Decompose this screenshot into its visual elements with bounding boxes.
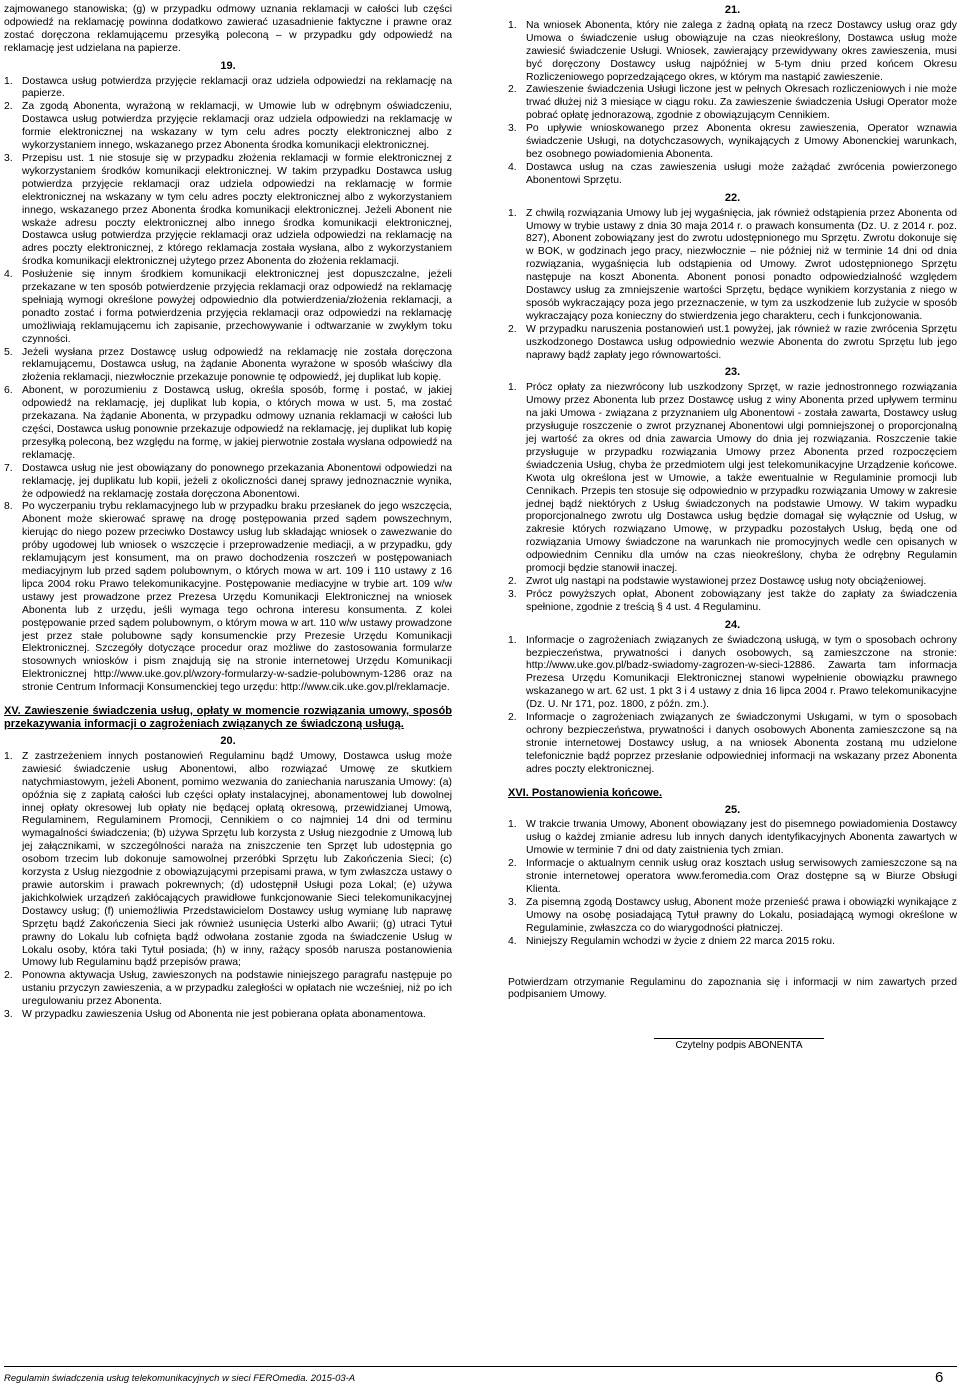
item-number: 2. [4, 101, 13, 113]
item-text: W przypadku naruszenia postanowień ust.1 powyżej, jak również w razie zwrócenia Sprzętu uszkodzonego Dostawca usług odpowiednio wezwie Abonenta do zwrotu Sprzętu lub jego naprawy bądź zapłaty jego równowartości. [526, 323, 957, 361]
list-item [4, 153, 452, 269]
item-number: 2. [508, 84, 517, 96]
item-number: 2. [508, 858, 517, 870]
list-item [4, 751, 452, 970]
section-20-heading: 20. [220, 735, 236, 748]
list-item [508, 858, 957, 897]
section-22-list [508, 208, 957, 363]
right-column [508, 4, 957, 1053]
list-item [508, 712, 957, 777]
item-number: 3. [508, 896, 517, 908]
item-text: Jeżeli wysłana przez Dostawcę usług odpowiedź na reklamację nie została doręczona reklamującemu, Dostawca usług, na żądanie Abonenta wyrażone w sposób właściwy dla złożenia reklamacji, niezwłocznie przekazuje ponownie tę odpowiedź, jej duplikat lub kopię. [22, 346, 452, 384]
item-number: 3. [508, 588, 517, 600]
item-text: Za zgodą Abonenta, wyrażoną w reklamacji, w Umowie lub w odrębnym oświadczeniu, Dostawca usług potwierdza przyjęcie reklamacji oraz udziela odpowiedzi na reklamację w formie elektronicznej na wskazany w tym celu adres poczty elektronicznej albo z wykorzystaniem innego, wskazanego przez Abonenta środka komunikacji elektronicznej. [22, 101, 452, 152]
list-item [4, 970, 452, 1009]
item-number: 3. [4, 152, 13, 164]
list-item [508, 819, 957, 858]
section-23-list [508, 382, 957, 614]
list-item [508, 936, 957, 949]
closing-statement: Potwierdzam otrzymanie Regulaminu do zapoznania się i informacji w nim zawartych przed podpisaniem Umowy. [508, 976, 957, 1001]
list-item [508, 84, 957, 123]
list-item [508, 208, 957, 324]
item-text: Na wniosek Abonenta, który nie zalega z żadną opłatą na rzecz Dostawcy usług oraz gdy Umowa o świadczenie usług obowiązuje na czas nieokreślony, Dostawca usług może zawiesić świadczenie Usługi. Wniosek, zawierający przewidywany okres zawieszenia, musi być doręczony Dostawcy usług najpóźniej w 5-tym dniu przed końcem Okresu Rozliczeniowego poprzedzającego okres, w którym ma nastąpić zawieszenie. [526, 19, 957, 83]
item-number: 1. [508, 382, 517, 394]
section-22-heading: 22. [724, 191, 741, 204]
item-number: 2. [508, 712, 517, 724]
item-number: 2. [508, 323, 517, 335]
item-number: 8. [4, 501, 13, 513]
item-number: 5. [4, 346, 13, 358]
item-text: Z chwilą rozwiązania Umowy lub jej wygaśnięcia, jak również odstąpienia przez Abonenta od Umowy w trybie ustawy z dnia 30 maja 2014 r. o prawach konsumenta (Dz. U. z 2014 r. poz. 827), Abonent zobowiązany jest do zwrotu udostępnionego mu Sprzętu. Zwrotu dokonuje się w BOK, w godzinach jego pracy, niezwłocznie – nie później niż w terminie 14 dni od dnia rozwiązania, wygaśnięcia lub odstąpienia od Umowy. Zwrot udostępnionego Sprzętu następuje na koszt Abonenta. Abonent ponosi ponadto odpowiedzialność względem Dostawcy usług za zmniejszenie wartości Sprzętu, będące wynikiem korzystania z niego w sposób wykraczający poza jego przeznaczenie, w tym za uszkodzenie lub zużycie w sposób wykraczający poza konieczny do stwierdzenia jego charakteru, cech i funkcjonowania. [526, 207, 957, 322]
list-item [508, 576, 957, 589]
left-column [4, 4, 452, 1022]
section-25-list [508, 819, 957, 948]
item-text: Z zastrzeżeniem innych postanowień Regulaminu bądź Umowy, Dostawca usług może zawiesić świadczenie usług Abonentowi, albo rozwiązać Umowę ze skutkiem natychmiastowym, jeżeli Abonent, pomimo wezwania do zaniechania naruszania Umowy: (a) opóźnia się z zapłatą całości lub części opłaty instalacyjnej, abonamentowej lub dowolnej innej opłaty okresowej lub opłaty nie będącej opłatą okresową, przewidzianej Umową, Regulaminem, Regulaminem Promocji, Cennikiem o co najmniej 14 dni od terminu wymagalności świadczenia; (b) używa Sprzętu lub korzysta z Usług niezgodnie z Umową lub jej załącznikami, w szczególności naraża na zniszczenie ten Sprzęt lub udostępnia go osobom trzecim lub dokonuje samowolnej przeróbki Sprzętu lub Zakończenia Sieci; (c) korzysta z Usług niezgodnie z obowiązującymi przepisami prawa, w tym zwłaszcza ustawy o prawie autorskim i prawach pokrewnych; (d) udostępnił Usługi poza Lokal; (e) używa jakichkolwiek urządzeń zakłócających prawidłowe funkcjonowanie Sieci telekomunikacyjnej Dostawcy usług; (f) uniemożliwia Przedstawicielom Dostawcy usług wymianę lub naprawę Sprzętu bądź Zakończenia Sieci jak również usunięcia Usterki albo Awarii; (g) utraci Tytuł prawny do Lokalu lub cofnięta bądź odwołana zostanie zgoda na świadczenie Usług w Lokalu osoby, która taki Tytuł posiada; (h) w inny, rażący sposób narusza postanowienia Umowy lub Regulaminu bądź przepisów prawa; [22, 750, 452, 969]
item-number: 3. [4, 1009, 13, 1021]
item-text: Prócz opłaty za niezwrócony lub uszkodzony Sprzęt, w razie jednostronnego rozwiązania Umowy przez Abonenta lub przez Dostawcę usług z winy Abonenta przed upływem terminu na jaki Umowa - związana z przyznaniem ulg Abonentowi - została zawarta, Dostawcy usług przysługuje roszczenie o zwrot przyznanej Abonentowi ulgi pomniejszonej o proporcjonalną jej wartość za okres od dnia zawarcia Umowy do dnia jej rozwiązania. Roszczenie takie przysługuje w przypadku rozwiązania Umowy przez Abonenta przed rozpoczęciem świadczenia Usług, chyba że przedmiotem ulgi jest telekomunikacyjne Urządzenie końcowe. Kwota ulg określona jest w Umowie, a także ewentualnie w Regulaminie promocji lub Cennikach. Przepis ten stosuje się odpowiednio w przypadku rozwiązania Umowy w zakresie jednej bądź niektórych z Usług świadczonych na podstawie Umowy. W takim wypadku proporcjonalnego zwrotu ulg Dostawca usług będzie domagał się wyłącznie od Usług, w zakresie których rozwiązano Umowę, w przypadku pozostałych Usług, będą one od rozwiązania Umowy świadczone na warunkach nie promocyjnych wedle cen opisanych w odpowiednim Cenniku dla umów na czas nieokreślony, chyba że odrębny Regulamin promocji będzie stanowił inaczej. [526, 382, 957, 575]
section-20-list [4, 751, 452, 1022]
item-number: 6. [4, 385, 13, 397]
list-item [508, 635, 957, 712]
item-number: 1. [4, 750, 13, 762]
item-text: Zwrot ulg nastąpi na podstawie wystawionej przez Dostawcę usług noty obciążeniowej. [526, 575, 927, 587]
list-item [4, 101, 452, 153]
section-21-list [508, 20, 957, 188]
item-number: 2. [4, 970, 13, 982]
item-number: 1. [508, 207, 517, 219]
item-text: Informacje o zagrożeniach związanych ze świadczonymi Usługami, w tym o sposobach ochrony bezpieczeństwa, prywatności i danych osobowych Abonenta zamieszczone są na stronie internetowej Dostawcy usług, a na wniosek Abonenta zostaną mu udzielone telefonicznie bądź poprzez przesłanie odpowiedniej informacji na wskazany przez Abonenta adres poczty elektronicznej. [526, 712, 957, 775]
list-item [4, 385, 452, 462]
section-24-heading: 24. [724, 618, 741, 631]
item-text: W trakcie trwania Umowy, Abonent obowiązany jest do pisemnego powiadomienia Dostawcy usług o każdej zmianie adresu lub innych danych identyfikacyjnych Abonenta zawartych w Umowie w terminie 7 dni od daty zaistnienia tych zmian. [526, 819, 957, 857]
list-item [4, 76, 452, 102]
signature-line: Czytelny podpis ABONENTA [654, 1038, 824, 1053]
item-text: Abonent, w porozumieniu z Dostawcą usług, określa sposób, formę i postać, w jakiej odpowiedź na reklamację, jej duplikat lub kopia, o których mowa w ust. 5, ma zostać przekazana. Na żądanie Abonenta, w przypadku odmowy uznania reklamacji w całości lub części, Dostawca usług ponownie przekazuje odpowiedź na reklamację, jej duplikat lub kopię przesyłką poleconą, bez względu na formę, w jakiej pierwotnie została wysłana odpowiedź na reklamację. [22, 385, 452, 461]
section-19-heading: 19. [220, 59, 236, 72]
list-item [508, 324, 957, 363]
footer-divider [4, 1366, 957, 1367]
item-text: Posłużenie się innym środkiem komunikacji elektronicznej jest dopuszczalne, jeżeli przekazane w ten sposób potwierdzenie przyjęcia reklamacji oraz odpowiedź na reklamację spełniają wymogi określone powyżej odpowiednio dla potwierdzenia/złożenia reklamacji, a ponadto zostać i forma potwierdzenia przyjęcia reklamacji oraz odpowiedzi na reklamację umożliwiają reklamującemu ich zapisanie, przechowywanie i odtwarzanie w zwykłym toku czynności. [22, 269, 452, 345]
list-item [4, 501, 452, 695]
page-number: 6 [935, 1369, 944, 1386]
intro-paragraph: zajmowanego stanowiska; (g) w przypadku odmowy uznania reklamacji w całości lub części odpowiedź na reklamację powinna dodatkowo zawierać uzasadnienie faktyczne i prawne oraz zostać doręczona reklamującemu przesyłką poleconą – w przypadku gdy odpowiedź na reklamację jest udzielana na papierze. [4, 4, 452, 54]
list-item [508, 897, 957, 936]
item-text: Ponowna aktywacja Usług, zawieszonych na podstawie niniejszego paragrafu następuje po ustaniu przyczyn zawieszenia, a w przypadku zaległości w opłatach nie wcześniej, niż po ich uregulowaniu przez Abonenta. [22, 970, 452, 1008]
item-number: 4. [4, 269, 13, 281]
item-number: 1. [4, 75, 13, 87]
item-number: 2. [508, 575, 517, 587]
item-text: Informacje o aktualnym cennik usług oraz kosztach usług serwisowych zamieszczone są na stronie internetowej operatora www.feromedia.com Oraz dostępne są w Biurze Obsługi Klienta. [526, 858, 957, 895]
section-19-list [4, 76, 452, 696]
footer-title: Regulamin świadczenia usług telekomunikacyjnych w sieci FEROmedia. 2015-03-A [4, 1373, 356, 1384]
section-25-heading: 25. [724, 803, 741, 816]
list-item [508, 162, 957, 188]
item-text: Prócz powyższych opłat, Abonent zobowiązany jest także do zapłaty za świadczenia spełnione, zgodnie z treścią § 4 ust. 4 Regulaminu. [526, 588, 957, 613]
section-21-heading: 21. [724, 4, 741, 16]
section-24-list [508, 635, 957, 777]
list-item [508, 20, 957, 85]
item-number: 4. [508, 161, 517, 173]
list-item [508, 123, 957, 162]
item-text: Przepisu ust. 1 nie stosuje się w przypadku złożenia reklamacji w formie elektronicznej z wykorzystaniem środków komunikacji elektronicznej. W takim przypadku Dostawca usług potwierdza przyjęcie reklamacji oraz udziela odpowiedzi na reklamację w formie elektronicznej na wskazany w tym celu adres poczty elektronicznej albo z wykorzystaniem innego, wskazanego przez Abonenta środka komunikacji elektronicznej. Jeżeli Abonent nie wskaże adresu poczty elektronicznej albo innego środka komunikacji elektronicznej, Dostawca usług potwierdza przyjęcie reklamacji oraz udziela odpowiedzi na reklamację na adres poczty elektronicznej, z którego reklamacja została wysłana, albo z wykorzystaniem środka komunikacji elektronicznej użytego przez Abonenta do złożenia reklamacji. [22, 152, 452, 268]
list-item [508, 382, 957, 576]
item-text: Dostawca usług potwierdza przyjęcie reklamacji oraz udziela odpowiedzi na reklamację na papierze. [22, 75, 452, 100]
item-number: 4. [508, 935, 517, 947]
section-23-heading: 23. [724, 366, 741, 379]
item-text: W przypadku zawieszenia Usług od Abonenta nie jest pobierana opłata abonamentowa. [22, 1009, 426, 1021]
item-number: 1. [508, 634, 517, 646]
item-number: 7. [4, 462, 13, 474]
item-number: 1. [508, 819, 517, 831]
list-item [508, 589, 957, 615]
item-text: Za pisemną zgodą Dostawcy usług, Abonent może przenieść prawa i obowiązki wynikające z Umowy na osobę posiadającą Tytuł prawny do Lokalu, posiadającą wymogi określone w Regulaminie, zwłaszcza co do wiarygodności płatniczej. [526, 896, 957, 934]
list-item [4, 269, 452, 346]
chapter-xv-heading: XV. Zawieszenie świadczenia usług, opłaty w momencie rozwiązania umowy, sposób przekazywania informacji o zagrożeniach związanych ze świadczoną usługą. [4, 705, 452, 731]
list-item [4, 1009, 452, 1022]
item-number: 1. [508, 19, 517, 31]
item-number: 3. [508, 123, 517, 135]
item-text: Niniejszy Regulamin wchodzi w życie z dniem 22 marca 2015 roku. [526, 935, 835, 947]
item-text: Zawieszenie świadczenia Usługi liczone jest w pełnych Okresach rozliczeniowych i nie może trwać dłużej niż 3 miesiące w ciągu roku. Za zawieszenie świadczenia Usługi Operator może pobrać opłatę jednorazową, zgodnie z obowiązującym Cennikiem. [526, 84, 957, 122]
item-text: Po wyczerpaniu trybu reklamacyjnego lub w przypadku braku przesłanek do jego wszczęcia, Abonent może skierować sprawę na drogę postępowania przed sądem powszechnym, kierując do niego pozew przeciwko Dostawcy usług lub składając wniosek o zawezwanie do próby ugodowej lub wniosek o wszczęcie i przeprowadzenie mediacji, a w przypadku, gdy reklamującym jest konsument, ma on prawo dochodzenia roszczeń w postępowaniach mediacyjnym lub przed sądem polubownym, o których mowa w art. 109 i 110 ustawy z 16 lipca 2004 roku Prawo telekomunikacyjne. Postępowanie mediacyjne w trybie art. 109 w/w ustawy jest prowadzone przez Prezesa Urzędu Komunikacji Elektronicznej na wniosek Abonenta lub z urzędu, jeśli wymaga tego ochrona interesu konsumenta. Z kolei postępowanie przed sądem polubownym, o którym mowa w art. 110 w/w ustawy prowadzone jest przez stałe polubowne sądy konsumenckie przy Prezesie Urzędu Komunikacji Elektronicznej. Szczegóły dotyczące procedur oraz możliwe do zastosowania formularze stosownych wniosków i pism znajdują się na stronie internetowej Urzędu Komunikacji Elektronicznej http://www.uke.gov.pl/wzory-formularzy-w-sadzie-polubownym-1286 oraz na stronie Centrum Informacji Konsumenckiej tego urzędu: http://www.cik.uke.gov.pl/reklamacje. [22, 501, 452, 694]
list-item [4, 347, 452, 386]
list-item [4, 463, 452, 502]
chapter-xvi-heading: XVI. Postanowienia końcowe. [508, 786, 663, 799]
item-text: Informacje o zagrożeniach związanych ze świadczoną usługą, w tym o sposobach ochrony bezpieczeństwa, prywatności i danych osobowych, są zamieszczone na stronie: http://www.uke.gov.pl/badz-swiadomy-zagrozen-w-sieci-12886. Zawarta tam informacja Prezesa Urzędu Komunikacji Elektronicznej stanowi wypełnienie obowiązku prawnego wskazanego w art. 62 ust. 1 pkt 3 i 4 ustawy z dnia 16 lipca 2004 r. Prawo telekomunikacyjne (Dz. U. Nr 171, poz. 1800, z późn. zm.). [526, 634, 957, 711]
item-text: Dostawca usług na czas zawieszenia usługi może zażądać zwrócenia powierzonego Abonentowi Sprzętu. [526, 161, 957, 186]
item-text: Dostawca usług nie jest obowiązany do ponownego przekazania Abonentowi odpowiedzi na reklamację, jej duplikatu lub kopii, jeżeli z okoliczności danej sprawy jednoznacznie wynika, że odpowiedź na reklamację została doręczona Abonentowi. [22, 462, 452, 500]
item-text: Po upływie wnioskowanego przez Abonenta okresu zawieszenia, Operator wznawia świadczenie Usługi, na dotychczasowych, wynikających z Umowy Abonenckiej warunkach, bez osobnego powiadomienia Abonenta. [526, 123, 957, 160]
